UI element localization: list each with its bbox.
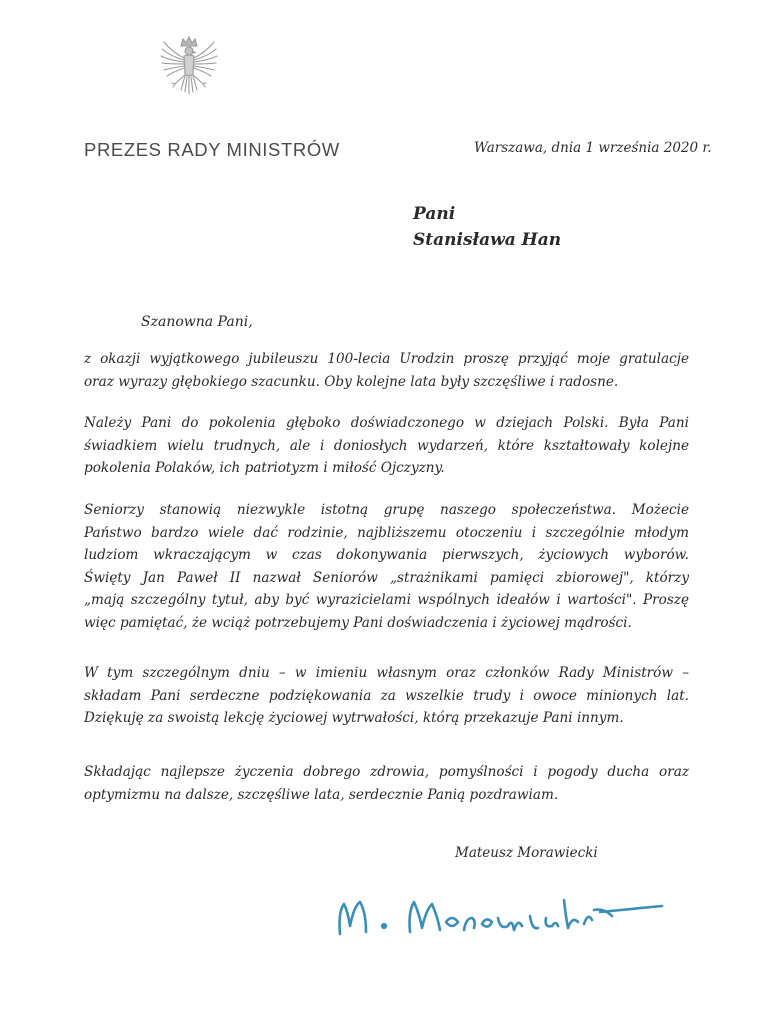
- paragraph-line: z okazji wyjątkowego jubileuszu 100-lecia Urodzin proszę przyjąć moje gratulacje: [84, 351, 689, 367]
- paragraph-line: optymizmu na dalsze, szczęśliwe lata, serdecznie Panią pozdrawiam.: [84, 786, 559, 803]
- letter-paragraph: [84, 348, 689, 393]
- paragraph-line: ludziom wkraczającym w czas dokonywania pierwszych, życiowych wyborów.: [84, 547, 689, 563]
- recipient-title: Pani: [413, 204, 456, 224]
- paragraph-line: Składając najlepsze życzenia dobrego zdrowia, pomyślności i pogody ducha oraz: [84, 764, 689, 780]
- handwritten-signature: [332, 882, 672, 944]
- paragraph-line: „mają szczególny tytuł, aby być wyrazicielami wspólnych ideałów i wartości". Proszę: [84, 592, 689, 608]
- paragraph-line: Święty Jan Paweł II nazwał Seniorów „strażnikami pamięci zbiorowej", którzy: [84, 569, 689, 586]
- paragraph-line: Seniorzy stanowią niezwykle istotną grupę naszego społeczeństwa. Możecie: [84, 502, 689, 518]
- letter-paragraph: [84, 761, 689, 806]
- paragraph-line: Państwo bardzo wiele dać rodzinie, najbliższemu otoczeniu i szczególnie młodym: [84, 524, 689, 541]
- letter-paragraph: [84, 662, 689, 730]
- paragraph-line: pokolenia Polaków, ich patriotyzm i miłość Ojczyzny.: [84, 460, 445, 476]
- paragraph-line: Dziękuję za swoistą lekcję życiowej wytrwałości, którą przekazuje Pani innym.: [84, 710, 624, 726]
- letter-paragraph: [84, 412, 689, 480]
- recipient-name: Stanisława Han: [413, 230, 562, 250]
- paragraph-line: składam Pani serdeczne podziękowania za wszelkie trudy i owoce minionych lat.: [84, 687, 689, 704]
- paragraph-line: więc pamiętać, że wciąż potrzebujemy Pani doświadczenia i życiowej mądrości.: [84, 614, 632, 631]
- paragraph-line: W tym szczególnym dniu – w imieniu własnym oraz członków Rady Ministrów –: [84, 665, 689, 681]
- letter-paragraph: [84, 499, 689, 634]
- salutation: Szanowna Pani,: [141, 314, 253, 330]
- paragraph-line: oraz wyrazy głębokiego szacunku. Oby kolejne lata były szczęśliwe i radosne.: [84, 373, 619, 390]
- paragraph-line: świadkiem wielu trudnych, ale i doniosłych wydarzeń, które kształtowały kolejne: [84, 437, 689, 454]
- letterhead-office: PREZES RADY MINISTRÓW: [84, 139, 340, 160]
- signatory-name: Mateusz Morawiecki: [455, 845, 598, 861]
- polish-eagle-emblem: [158, 34, 220, 100]
- paragraph-line: Należy Pani do pokolenia głęboko doświadczonego w dziejach Polski. Była Pani: [84, 415, 689, 431]
- place-date: Warszawa, dnia 1 września 2020 r.: [474, 140, 712, 156]
